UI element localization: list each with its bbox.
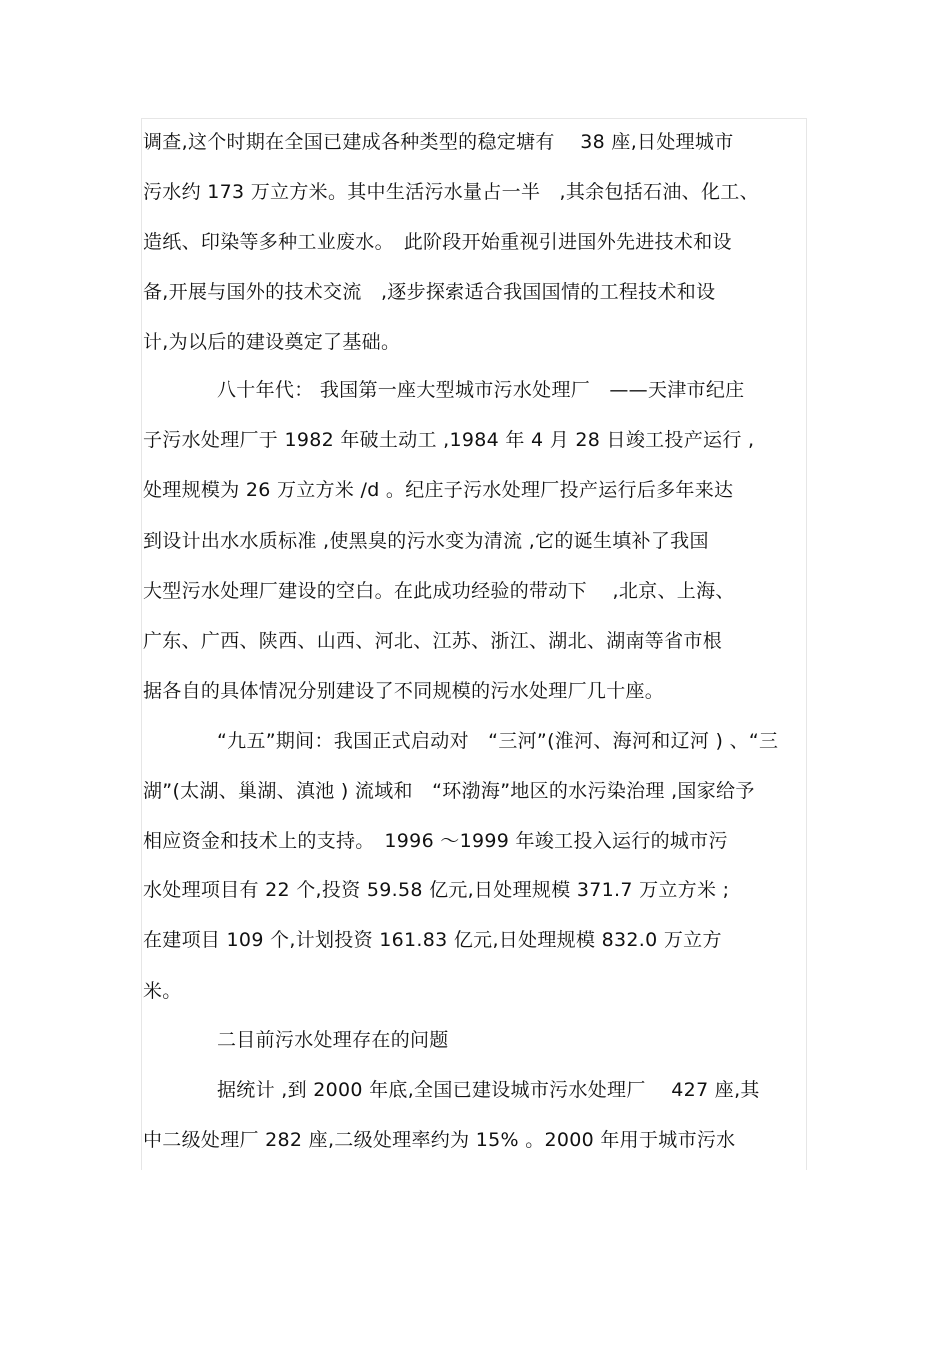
- text-line: 据统计 ,到 2000 年底,全国已建设城市污水处理厂 427 座,其: [217, 1079, 760, 1101]
- text-line: 湖”(太湖、巢湖、滇池 ) 流域和 “环渤海”地区的水污染治理 ,国家给予: [143, 780, 755, 802]
- text-line: 污水约 173 万立方米。其中生活污水量占一半 ,其余包括石油、化工、: [143, 181, 759, 203]
- text-line: 处理规模为 26 万立方米 /d 。纪庄子污水处理厂投产运行后多年来达: [143, 479, 734, 501]
- text-line: 在建项目 109 个,计划投资 161.83 亿元,日处理规模 832.0 万立方: [143, 929, 722, 951]
- text-line: 计,为以后的建设奠定了基础。: [143, 331, 401, 353]
- text-line: “九五”期间：我国正式启动对 “三河”(淮河、海河和辽河 ) 、“三: [217, 730, 779, 752]
- section-heading: 二目前污水处理存在的问题: [217, 1029, 449, 1051]
- text-line: 子污水处理厂于 1982 年破土动工 ,1984 年 4 月 28 日竣工投产运行 ,: [143, 429, 755, 451]
- text-line: 备,开展与国外的技术交流 ,逐步探索适合我国国情的工程技术和设: [143, 281, 716, 303]
- text-line: 水处理项目有 22 个,投资 59.58 亿元,日处理规模 371.7 万立方米 ;: [143, 879, 730, 901]
- text-line: 到设计出水水质标准 ,使黑臭的污水变为清流 ,它的诞生填补了我国: [143, 530, 709, 552]
- text-line: 据各自的具体情况分别建设了不同规模的污水处理厂几十座。: [143, 680, 665, 702]
- text-line: 相应资金和技术上的支持。 1996 ～1999 年竣工投入运行的城市污: [143, 830, 728, 852]
- text-line: 调查,这个时期在全国已建成各种类型的稳定塘有 38 座,日处理城市: [143, 131, 734, 153]
- text-line: 八十年代： 我国第一座大型城市污水处理厂 ——天津市纪庄: [217, 379, 745, 401]
- text-line: 造纸、印染等多种工业废水。 此阶段开始重视引进国外先进技术和设: [143, 231, 732, 253]
- text-line: 中二级处理厂 282 座,二级处理率约为 15% 。2000 年用于城市污水: [143, 1129, 736, 1151]
- text-line: 大型污水处理厂建设的空白。在此成功经验的带动下 ,北京、上海、: [143, 580, 735, 602]
- text-line: 米。: [143, 980, 182, 1002]
- text-line: 广东、广西、陕西、山西、河北、江苏、浙江、湖北、湖南等省市根: [143, 630, 723, 652]
